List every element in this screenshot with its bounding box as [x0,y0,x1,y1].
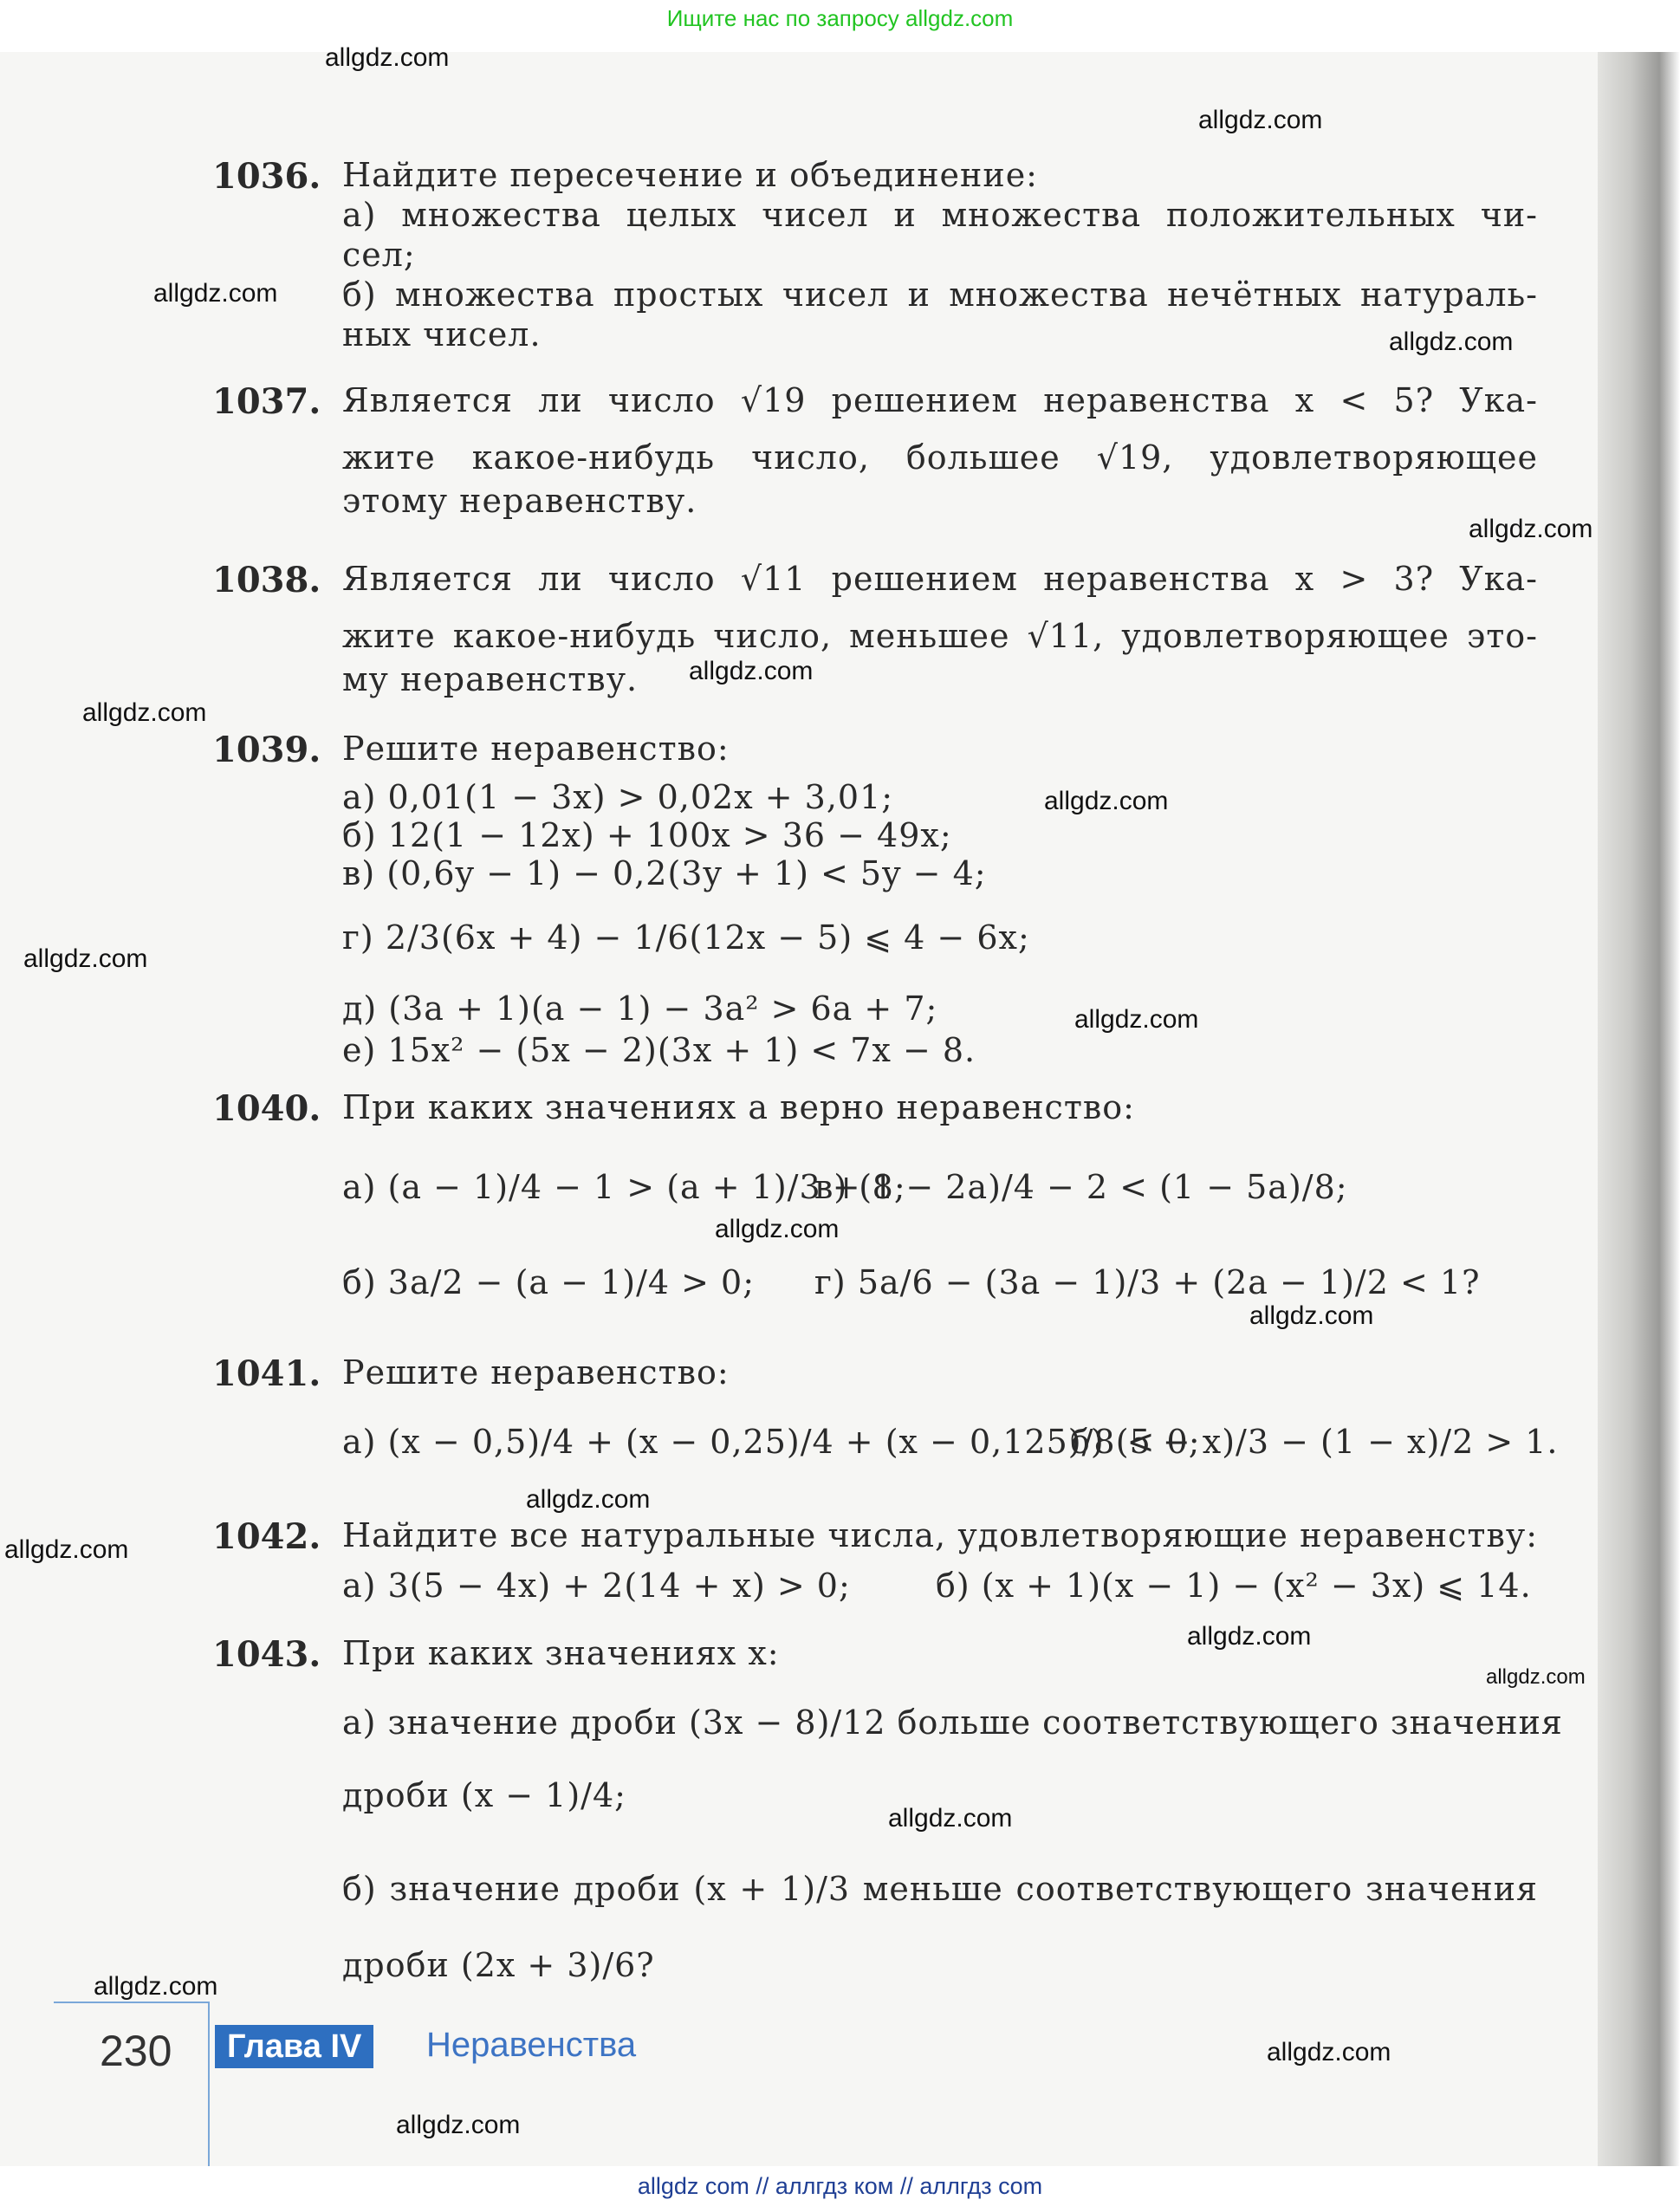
problem-1037-line-2: жите какое-нибудь число, большее √19, удовлетворяющее [342,438,1538,477]
problem-1039-item-v: в) (0,6y − 1) − 0,2(3y + 1) < 5y − 4; [342,854,987,892]
problem-1040-number: 1040. [212,1088,321,1129]
watermark[interactable]: allgdz.com [94,1972,218,2001]
problem-1041-number: 1041. [212,1353,321,1394]
problem-1040-title: При каких значениях a верно неравенство: [342,1088,1135,1126]
watermark[interactable]: allgdz.com [1267,2038,1391,2067]
problem-1042-title: Найдите все натуральные числа, удовлетворяющие неравенству: [342,1516,1538,1554]
problem-1036-line-3: сел; [342,236,416,274]
problem-1043-item-a-line-1: а) значение дроби (3x − 8)/12 больше соответствующего значения [342,1703,1563,1742]
problem-1041-title: Решите неравенство: [342,1353,730,1392]
problem-1043-item-b-line-2: дроби (2x + 3)/6? [342,1946,655,1984]
problem-1039-item-b: б) 12(1 − 12x) + 100x > 36 − 49x; [342,816,952,854]
problem-1043-item-a-line-2: дроби (x − 1)/4; [342,1776,626,1814]
footer-rule [54,2002,210,2003]
problem-1040-item-g: г) 5a/6 − (3a − 1)/3 + (2a − 1)/2 < 1? [814,1263,1481,1301]
watermark[interactable]: allgdz.com [715,1215,840,1243]
watermark[interactable]: allgdz.com [153,279,278,308]
watermark[interactable]: allgdz.com [1187,1622,1312,1651]
problem-1037-line-1: Является ли число √19 решением неравенства x < 5? Ука- [342,381,1538,419]
chapter-label: Глава IV [215,2025,373,2068]
problem-1043-item-b-line-1: б) значение дроби (x + 1)/3 меньше соответствующего значения [342,1870,1538,1908]
problem-1042-item-b: б) (x + 1)(x − 1) − (x² − 3x) ⩽ 14. [936,1567,1532,1605]
problem-1036-line-1: Найдите пересечение и объединение: [342,156,1038,194]
problem-1040-item-v: в) (1 − 2a)/4 − 2 < (1 − 5a)/8; [814,1168,1348,1206]
problem-1037-number: 1037. [212,381,321,422]
watermark[interactable]: allgdz.com [888,1804,1013,1833]
page-binding-shadow [1598,52,1680,2166]
watermark[interactable]: allgdz.com [23,944,148,973]
problem-1042-number: 1042. [212,1516,321,1557]
problem-1039-number: 1039. [212,730,321,770]
watermark[interactable]: allgdz.com [1198,106,1323,134]
footer-divider [208,2002,210,2166]
problem-1039-item-g: г) 2/3(6x + 4) − 1/6(12x − 5) ⩽ 4 − 6x; [342,918,1030,957]
problem-1041-item-b: б) (5 − x)/3 − (1 − x)/2 > 1. [1070,1423,1559,1461]
watermark[interactable]: allgdz.com [689,657,814,685]
chapter-title: Неравенства [426,2026,637,2064]
problem-1042-item-a: а) 3(5 − 4x) + 2(14 + x) > 0; [342,1567,851,1605]
problem-1037-line-3: этому неравенству. [342,482,697,520]
watermark[interactable]: allgdz.com [1389,328,1514,356]
watermark[interactable]: allgdz.com [1486,1665,1586,1689]
watermark[interactable]: allgdz.com [396,2111,521,2139]
problem-1041-item-a: а) (x − 0,5)/4 + (x − 0,25)/4 + (x − 0,125)/8 < 0; [342,1423,1201,1461]
problem-1043-title: При каких значениях x: [342,1634,780,1672]
problem-1039-item-a: а) 0,01(1 − 3x) > 0,02x + 3,01; [342,778,894,816]
problem-1040-item-b: б) 3a/2 − (a − 1)/4 > 0; [342,1263,756,1301]
watermark[interactable]: allgdz.com [526,1485,651,1514]
problem-1036-line-4: б) множества простых чисел и множества нечётных натураль- [342,276,1538,314]
watermark[interactable]: allgdz.com [1249,1301,1374,1330]
problem-1038-number: 1038. [212,560,321,600]
problem-1038-line-2: жите какое-нибудь число, меньшее √11, удовлетворяющее это- [342,617,1538,655]
problem-1043-number: 1043. [212,1634,321,1675]
top-banner[interactable]: Ищите нас по запросу allgdz.com [666,5,1014,31]
problem-1036-line-2: а) множества целых чисел и множества положительных чи- [342,196,1538,234]
problem-1036-number: 1036. [212,156,321,197]
problem-1039-item-e: е) 15x² − (5x − 2)(3x + 1) < 7x − 8. [342,1031,976,1069]
watermark[interactable]: allgdz.com [1044,787,1169,815]
watermark[interactable]: allgdz.com [325,43,450,72]
watermark[interactable]: allgdz.com [4,1535,129,1564]
watermark[interactable]: allgdz.com [82,698,207,727]
problem-1039-item-d: д) (3a + 1)(a − 1) − 3a² > 6a + 7; [342,989,938,1028]
problem-1038-line-3: му неравенству. [342,660,639,698]
problem-1038-line-1: Является ли число √11 решением неравенства x > 3? Ука- [342,560,1538,598]
watermark[interactable]: allgdz.com [1074,1005,1199,1034]
problem-1039-title: Решите неравенство: [342,730,730,768]
watermark[interactable]: allgdz.com [1469,515,1593,543]
problem-1036-line-5: ных чисел. [342,315,542,354]
problem-1040-item-a: а) (a − 1)/4 − 1 > (a + 1)/3 + 8; [342,1168,906,1206]
bottom-banner[interactable]: allgdz com // аллгдз ком // аллгдз com [637,2173,1043,2199]
page-number: 230 [100,2027,172,2075]
